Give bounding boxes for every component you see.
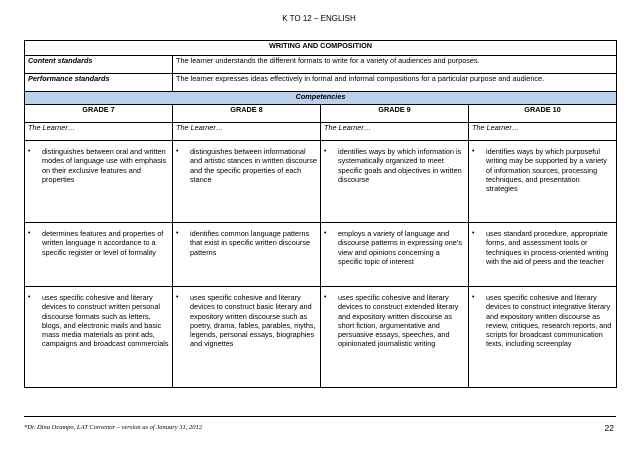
bullet-icon: •: [472, 294, 475, 301]
content-standards-label: Content standards: [25, 56, 173, 74]
grade-header: GRADE 7: [25, 105, 173, 123]
competency-text: determines features and properties of written language n accordance to a specific register or level of formality: [42, 229, 164, 257]
competency-cell: [469, 223, 617, 287]
competency-text: uses specific cohesive and literary devices to construct integrative literary and expository written discourse as review, critiques, research reports, and scripts for broadcast communication texts, including screenplay: [486, 293, 612, 349]
competency-cell: [321, 223, 469, 287]
page-header: K TO 12 – ENGLISH: [282, 14, 356, 23]
grade-header: GRADE 8: [173, 105, 321, 123]
competency-text: uses specific cohesive and literary devices to construct written personal discourse formats such as letters, blogs, and electronic mails and basic mass media materials as print ads, campaigns and broadcast commercials: [42, 293, 169, 349]
competency-text: identifies ways by which purposeful writing may be supported by a variety of information sources, processing techniques, and presentation strategies: [486, 147, 607, 194]
footer-note: *Dr. Dina Ocampo, LAT Convenor – version as of January 31, 2012: [24, 424, 203, 431]
competency-cell: [173, 287, 321, 388]
competency-text: distinguishes between oral and written modes of language use with emphasis on their exclusive features and properties: [42, 147, 167, 184]
bullet-icon: •: [472, 230, 475, 237]
bullet-icon: •: [28, 148, 31, 155]
bullet-icon: •: [176, 294, 179, 301]
performance-standards-text: The learner expresses ideas effectively in formal and informal compositions for a particular purpose and audience.: [173, 74, 617, 92]
competency-text: distinguishes between informational and artistic stances in written discourse and the specific properties of each stance: [190, 147, 317, 184]
bullet-icon: •: [176, 230, 179, 237]
performance-standards-label: Performance standards: [25, 74, 173, 92]
learner-label: The Learner…: [469, 123, 617, 141]
content-standards-text: The learner understands the different formats to write for a variety of audiences and purposes.: [173, 56, 617, 74]
competency-cell: [321, 141, 469, 223]
competency-text: identifies common language patterns that exist in specific written discourse patterns: [190, 229, 311, 257]
learner-label: The Learner…: [173, 123, 321, 141]
competencies-header: Competencies: [25, 92, 617, 105]
competency-text: uses specific cohesive and literary devices to construct extended literary and expository written discourse as short fiction, argumentative and persuasive essays, speeches, and opinionated journalistic writing: [338, 293, 459, 349]
competency-cell: [469, 287, 617, 388]
table-row: [25, 141, 617, 223]
learner-label: The Learner…: [321, 123, 469, 141]
bullet-icon: •: [28, 294, 31, 301]
competency-text: identifies ways by which information is systematically organized to meet specific goals and objectives in written discourse: [338, 147, 462, 184]
competency-text: uses standard procedure, appropriate forms, and assessment tools or techniques in process-oriented writing with the aid of peers and the teacher: [486, 229, 609, 266]
page-number: 22: [604, 423, 614, 433]
bullet-icon: •: [324, 230, 327, 237]
learner-label: The Learner…: [25, 123, 173, 141]
competency-cell: [25, 141, 173, 223]
table-row: [25, 223, 617, 287]
competency-cell: [173, 141, 321, 223]
footer-divider: [24, 416, 616, 417]
bullet-icon: •: [176, 148, 179, 155]
competency-text: employs a variety of language and discourse patterns in expressing one's view and opinions concerning a specific topic of interest: [338, 229, 462, 266]
bullet-icon: •: [472, 148, 475, 155]
competency-cell: [25, 287, 173, 388]
bullet-icon: •: [28, 230, 31, 237]
grade-header: GRADE 10: [469, 105, 617, 123]
table-row: [25, 287, 617, 388]
bullet-icon: •: [324, 148, 327, 155]
competency-cell: [173, 223, 321, 287]
competency-cell: [469, 141, 617, 223]
bullet-icon: •: [324, 294, 327, 301]
competency-cell: [321, 287, 469, 388]
competency-table: [24, 40, 617, 388]
competency-cell: [25, 223, 173, 287]
competency-text: uses specific cohesive and literary devices to construct basic literary and expository written discourse such as poetry, drama, fables, parables, myths, legends, personal essays, biographies and vignettes: [190, 293, 316, 349]
grade-header: GRADE 9: [321, 105, 469, 123]
table-title: WRITING AND COMPOSITION: [25, 41, 617, 56]
